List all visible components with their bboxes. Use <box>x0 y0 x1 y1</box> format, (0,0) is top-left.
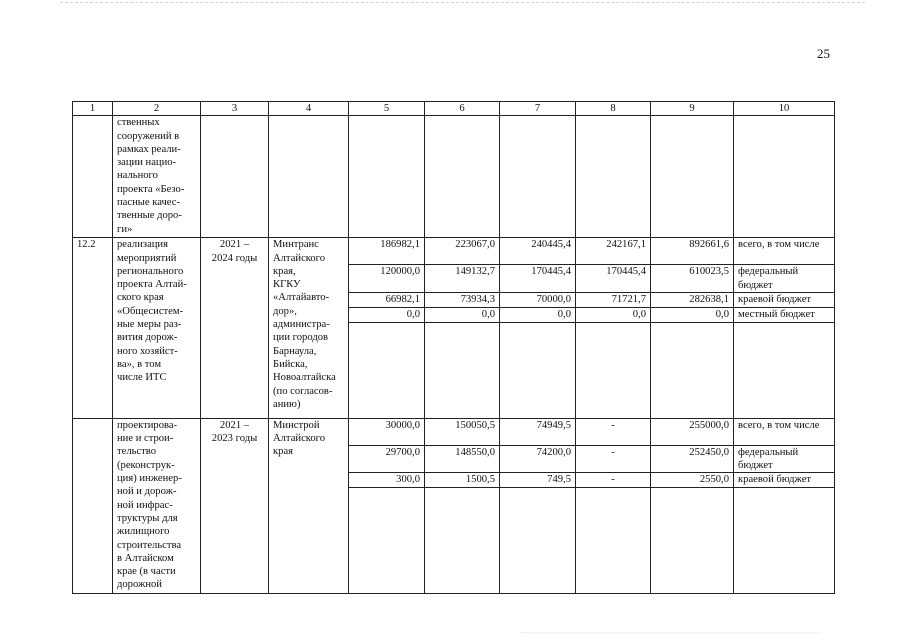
value-cell: 66982,1 <box>349 292 425 307</box>
value-cell: 149132,7 <box>425 265 500 293</box>
row-number-cell <box>73 418 113 594</box>
number-cell <box>73 116 113 238</box>
executor-cell <box>269 116 349 238</box>
scan-edge-line <box>520 632 820 633</box>
source-cell: всего, в том числе <box>734 418 835 445</box>
value-cell: 70000,0 <box>500 292 576 307</box>
value-cell: 0,0 <box>425 307 500 322</box>
source-cell: федеральный бюджет <box>734 445 835 473</box>
value-cell: 0,0 <box>500 307 576 322</box>
value-cell: 170445,4 <box>500 265 576 293</box>
measure-name-cell: проектирова- ние и строи- тельство (реконструк- ция) инженер- ной и дорож- ной инфрас- труктуры для жилищного строительства в Алтайском крае (в части дорожной <box>113 418 201 594</box>
value-cell: 0,0 <box>651 307 734 322</box>
executor-cell: Минтранс Алтайского края, КГКУ «Алтайавто- дор», администра- ции городов Барнаула, Бийска, Новоалтайска (по согласов- анию) <box>269 238 349 419</box>
value-cell: 170445,4 <box>576 265 651 293</box>
value-cell <box>651 488 734 594</box>
executor-cell: Минстрой Алтайского края <box>269 418 349 594</box>
header-cell: 4 <box>269 102 349 116</box>
table-row <box>73 238 835 265</box>
scan-edge-line <box>60 2 865 3</box>
header-cell: 1 <box>73 102 113 116</box>
value-cell: 186982,1 <box>349 238 425 265</box>
value-cell: 892661,6 <box>651 238 734 265</box>
header-cell: 7 <box>500 102 576 116</box>
value-cell: 71721,7 <box>576 292 651 307</box>
period-cell <box>201 116 269 238</box>
value-cell <box>500 488 576 594</box>
table-row <box>73 418 835 445</box>
value-cell: 749,5 <box>500 473 576 488</box>
period-cell: 2021 – 2024 годы <box>201 238 269 419</box>
value-cell: 74200,0 <box>500 445 576 473</box>
value-cell <box>349 488 425 594</box>
value-cell: 2550,0 <box>651 473 734 488</box>
value-cell: 255000,0 <box>651 418 734 445</box>
source-cell: краевой бюджет <box>734 473 835 488</box>
value-cell: 610023,5 <box>651 265 734 293</box>
value-cell <box>425 116 500 238</box>
source-cell <box>734 116 835 238</box>
value-cell <box>651 116 734 238</box>
source-cell <box>734 488 835 594</box>
value-cell: 30000,0 <box>349 418 425 445</box>
value-cell: - <box>576 418 651 445</box>
page-number: 25 <box>817 46 830 61</box>
source-cell: местный бюджет <box>734 307 835 322</box>
header-cell: 10 <box>734 102 835 116</box>
value-cell: 252450,0 <box>651 445 734 473</box>
value-cell: 282638,1 <box>651 292 734 307</box>
value-cell: 300,0 <box>349 473 425 488</box>
value-cell <box>425 488 500 594</box>
value-cell <box>576 488 651 594</box>
value-cell <box>349 116 425 238</box>
value-cell: 74949,5 <box>500 418 576 445</box>
header-row <box>73 102 835 116</box>
header-cell: 5 <box>349 102 425 116</box>
continuation-row <box>73 116 835 238</box>
header-cell: 8 <box>576 102 651 116</box>
value-cell <box>500 322 576 418</box>
value-cell <box>500 116 576 238</box>
value-cell: 242167,1 <box>576 238 651 265</box>
value-cell <box>576 322 651 418</box>
value-cell: 223067,0 <box>425 238 500 265</box>
header-cell: 2 <box>113 102 201 116</box>
value-cell: 240445,4 <box>500 238 576 265</box>
value-cell: 73934,3 <box>425 292 500 307</box>
measure-name-cell: реализация мероприятий регионального проекта Алтай- ского края «Общесистем- ные меры раз- вития дорож- ного хозяйст- ва», в том числе ИТС <box>113 238 201 419</box>
measure-name-cell: ственных сооружений в рамках реали- зации нацио- нального проекта «Безо- пасные качес- твенные доро- ги» <box>113 116 201 238</box>
header-cell: 6 <box>425 102 500 116</box>
value-cell <box>576 116 651 238</box>
value-cell: 148550,0 <box>425 445 500 473</box>
budget-table <box>72 101 835 594</box>
value-cell <box>349 322 425 418</box>
source-cell <box>734 322 835 418</box>
value-cell: 1500,5 <box>425 473 500 488</box>
value-cell: - <box>576 473 651 488</box>
period-cell: 2021 – 2023 годы <box>201 418 269 594</box>
header-cell: 9 <box>651 102 734 116</box>
value-cell: 0,0 <box>349 307 425 322</box>
value-cell <box>425 322 500 418</box>
source-cell: федеральный бюджет <box>734 265 835 293</box>
row-number-cell: 12.2 <box>73 238 113 419</box>
source-cell: краевой бюджет <box>734 292 835 307</box>
value-cell: - <box>576 445 651 473</box>
value-cell: 0,0 <box>576 307 651 322</box>
value-cell <box>651 322 734 418</box>
header-cell: 3 <box>201 102 269 116</box>
value-cell: 120000,0 <box>349 265 425 293</box>
value-cell: 29700,0 <box>349 445 425 473</box>
source-cell: всего, в том числе <box>734 238 835 265</box>
value-cell: 150050,5 <box>425 418 500 445</box>
